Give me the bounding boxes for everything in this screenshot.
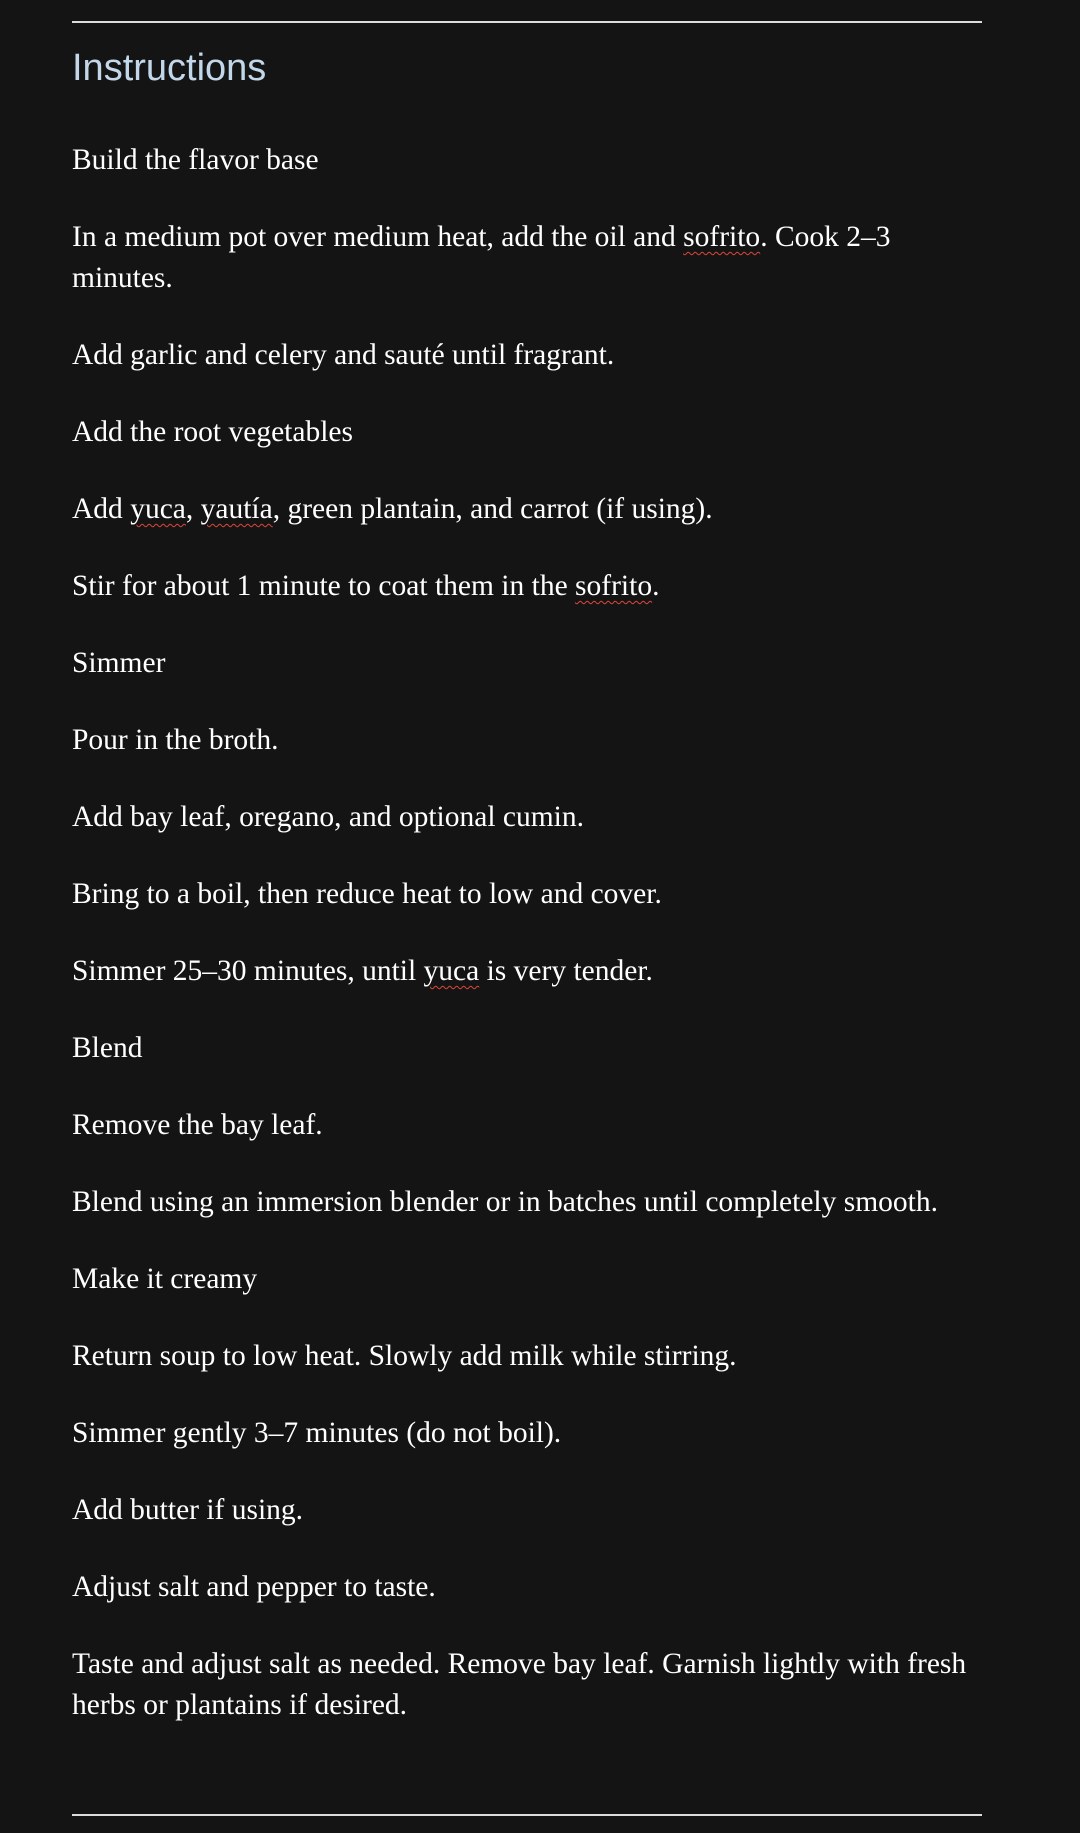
misspelled-word[interactable]: sofrito [683,221,761,253]
step-paragraph [72,1182,982,1223]
step-heading [72,412,982,453]
step-paragraph [72,1413,982,1454]
misspelled-word[interactable]: yuca [130,493,186,525]
paragraph-text: Build the flavor base [72,144,319,176]
step-paragraph [72,335,982,376]
step-heading [72,140,982,181]
paragraph-text: Remove the bay leaf. [72,1109,323,1141]
misspelled-word[interactable]: yautía [200,493,273,525]
paragraph-text: Adjust salt and pepper to taste. [72,1571,436,1603]
paragraph-text: . Cook 2–3 minutes. [72,221,891,294]
paragraph-text: Simmer [72,647,166,679]
step-paragraph [72,217,982,299]
paragraph-text: Return soup to low heat. Slowly add milk while stirring. [72,1340,737,1372]
section-heading: Instructions [72,47,267,89]
step-paragraph [72,874,982,915]
paragraph-text: Stir for about 1 minute to coat them in the [72,570,576,602]
paragraph-text: Blend [72,1032,143,1064]
step-paragraph [72,1567,982,1608]
paragraph-text: Add [72,493,131,525]
paragraph-text: Add butter if using. [72,1494,304,1526]
paragraph-text: Blend using an immersion blender or in batches until completely smooth. [72,1186,939,1218]
step-paragraph [72,951,982,992]
paragraph-text: . [652,570,660,602]
step-paragraph [72,720,982,761]
misspelled-word[interactable]: yuca [423,955,480,987]
step-paragraph [72,1336,982,1377]
step-heading [72,1028,982,1069]
paragraph-text: , [185,493,201,525]
misspelled-word[interactable]: sofrito [575,570,653,602]
paragraph-text: In a medium pot over medium heat, add the oil and [72,221,684,253]
instructions-body[interactable] [72,140,982,1762]
paragraph-text: Add bay leaf, oregano, and optional cumin. [72,801,585,833]
paragraph-text: Simmer gently 3–7 minutes (do not boil). [72,1417,562,1449]
instructions-section [72,0,982,1833]
step-paragraph [72,797,982,838]
step-heading [72,1259,982,1300]
step-heading [72,643,982,684]
paragraph-text: Make it creamy [72,1263,258,1295]
paragraph-text: , green plantain, and carrot (if using). [272,493,713,525]
paragraph-text: Pour in the broth. [72,724,279,756]
step-paragraph [72,489,982,530]
paragraph-text: Simmer 25–30 minutes, until [72,955,424,987]
paragraph-text: Bring to a boil, then reduce heat to low and cover. [72,878,662,910]
paragraph-text: is very tender. [479,955,653,987]
step-paragraph [72,566,982,607]
top-divider [72,21,982,23]
step-paragraph [72,1105,982,1146]
paragraph-text: Add the root vegetables [72,416,353,448]
step-paragraph [72,1490,982,1531]
bottom-divider [72,1814,982,1816]
paragraph-text: Taste and adjust salt as needed. Remove bay leaf. Garnish lightly with fresh herbs or plantains if desired. [72,1648,967,1721]
paragraph-text: Add garlic and celery and sauté until fragrant. [72,339,615,371]
step-paragraph [72,1644,982,1726]
